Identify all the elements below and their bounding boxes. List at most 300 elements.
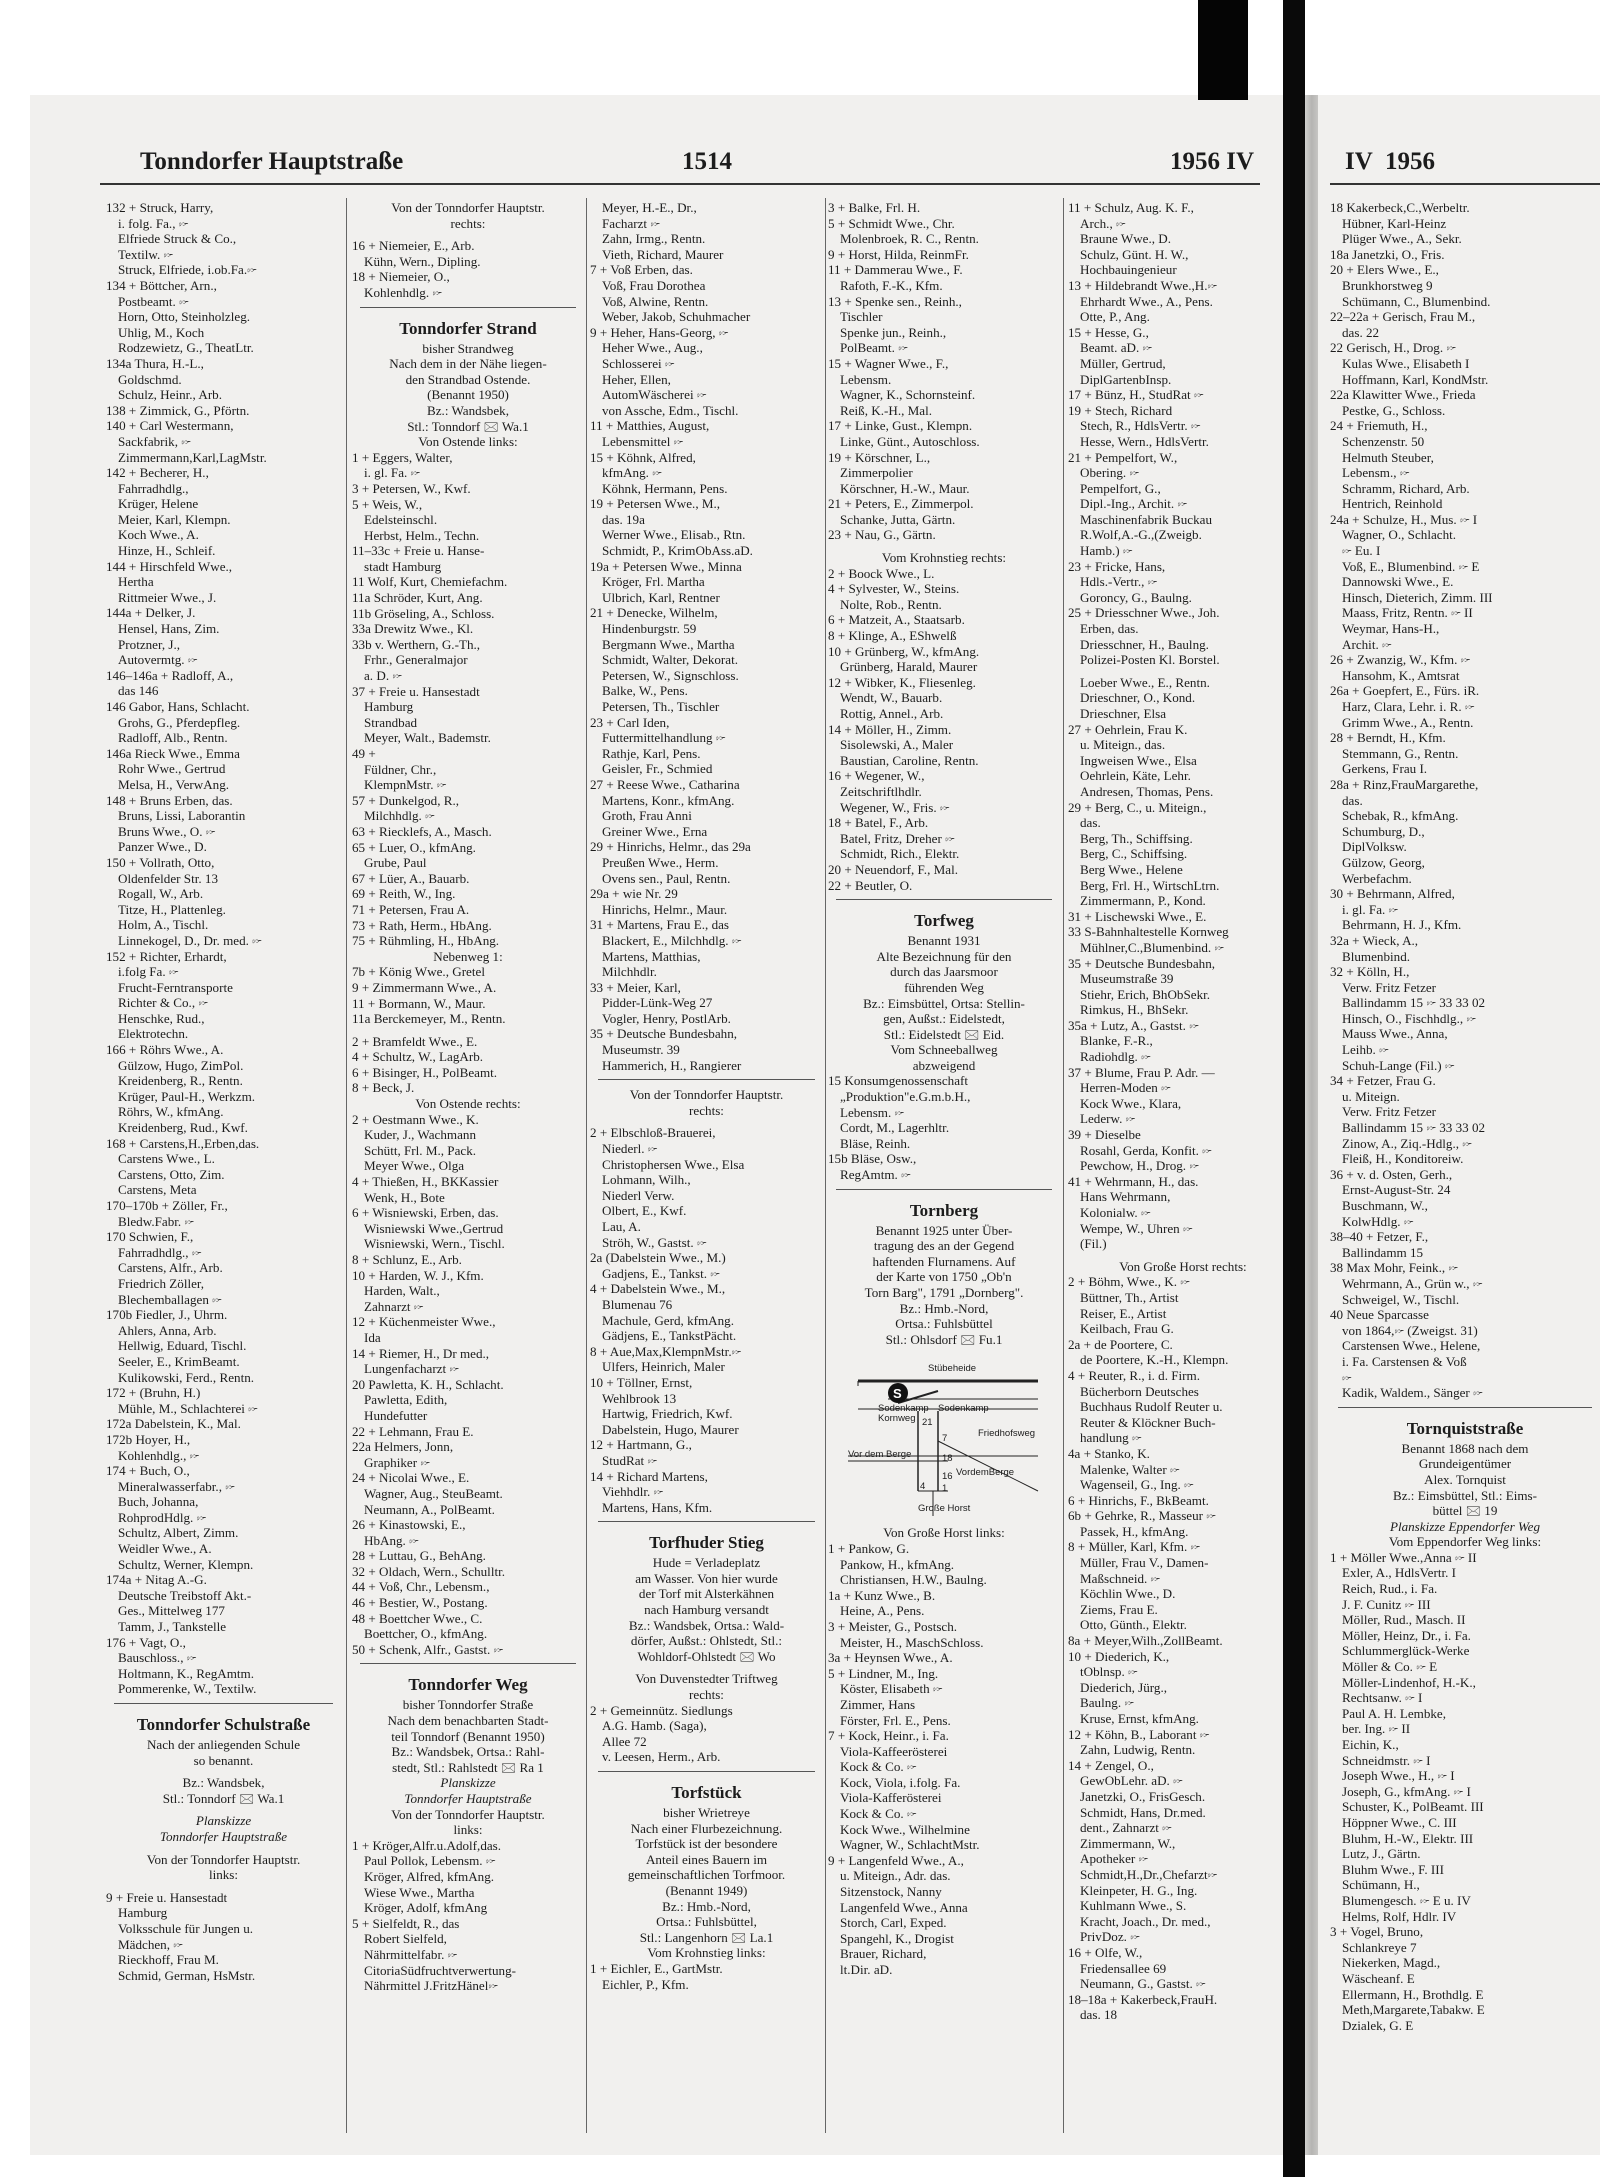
spacer	[828, 543, 1060, 550]
resident-line: Schütt, Frl. M., Pack.	[364, 1142, 477, 1158]
resident-line: Goroncy, G., Baulng.	[1080, 589, 1192, 605]
resident-line: Werner Wwe., Elisab., Rtn.	[602, 527, 746, 543]
resident-line: Batel, Fritz, Dreher 🖙	[840, 830, 955, 846]
house-number-line: 5 + Schmidt Wwe., Chr.	[828, 215, 955, 231]
resident-line: Kühn, Wern., Dipling.	[364, 253, 481, 269]
resident-line: Tamm, J., Tankstelle	[118, 1619, 227, 1635]
map-label: Stübeheide	[928, 1363, 977, 1375]
resident-line: Fahrradhdlg.,	[118, 480, 189, 496]
resident-line: Protzner, J.,	[118, 636, 181, 652]
map-label: 18	[942, 1453, 953, 1465]
resident-line: Passek, H., kfmAng.	[1080, 1523, 1189, 1539]
resident-line: Bergmann Wwe., Martha	[602, 636, 735, 652]
house-number-line: 2 + Oestmann Wwe., K.	[352, 1111, 479, 1127]
house-number-line: 29 + Berg, C., u. Miteign.,	[1068, 799, 1207, 815]
resident-line: Schuster, K., PolBeamt. III	[1342, 1799, 1484, 1815]
street-note: Ortsa.: Fuhlsbüttel,	[656, 1914, 757, 1930]
resident-line: Förster, Frl. E., Pens.	[840, 1712, 951, 1728]
resident-line: das 146	[118, 683, 159, 699]
resident-line: Bruns Wwe., O. 🖙	[118, 823, 216, 839]
resident-line: Neumann, A., PolBeamt.	[364, 1501, 495, 1517]
resident-line: Hamburg	[118, 1905, 168, 1921]
house-number-line: 10 + Diederich, K.,	[1068, 1648, 1170, 1664]
resident-line: Niekerken, Magd.,	[1342, 1955, 1441, 1971]
resident-line: Hinsch, Dieterich, Zimm. III	[1342, 589, 1493, 605]
resident-line: Wisniewski Wwe.,Gertrud	[364, 1220, 504, 1236]
house-number-line: 19 + Körschner, L.,	[828, 449, 931, 465]
resident-line: Kreidenberg, R., Rentn.	[118, 1073, 243, 1089]
resident-line: Vieth, Richard, Maurer	[602, 246, 724, 262]
street-heading: Tornquiststraße	[1406, 1418, 1524, 1438]
resident-line: Ballindamm 15 🖙 33 33 02	[1342, 995, 1486, 1011]
running-head-year-right: 1956	[1385, 148, 1435, 175]
street-note: Von der Tonndorfer Hauptstr.	[629, 1087, 784, 1103]
resident-line: Meister, H., MaschSchloss.	[840, 1634, 984, 1650]
resident-line: Möller, Rud., Masch. II	[1342, 1612, 1466, 1628]
resident-line: Kadik, Waldem., Sänger 🖙	[1342, 1385, 1483, 1401]
resident-line: Weymar, Hans-H.,	[1342, 621, 1440, 637]
house-number-line: 2 + Bramfeldt Wwe., E.	[352, 1033, 478, 1049]
resident-line: Goldschmd.	[118, 371, 182, 387]
house-number-line: 23 + Carl Iden,	[590, 714, 670, 730]
resident-line: Rogall, W., Arb.	[118, 886, 204, 902]
house-number-line: 48 + Boettcher Wwe., C.	[352, 1610, 483, 1626]
resident-line: Lebensm., 🖙	[1342, 465, 1410, 481]
house-number-line: 4 + Schultz, W., LagArb.	[352, 1049, 484, 1065]
street-note: Nebenweg 1:	[433, 948, 503, 964]
house-number-line: 21 + Pempelfort, W.,	[1068, 449, 1178, 465]
house-number-line: 170–170b + Zöller, Fr.,	[106, 1198, 228, 1213]
house-number-line: 23 + Fricke, Hans,	[1068, 558, 1166, 574]
resident-line: CitoriaSüdfruchtverwertung-	[364, 1962, 516, 1978]
resident-line: Blanke, F.-R.,	[1080, 1033, 1153, 1049]
street-note: Vom Krohnstieg links:	[647, 1945, 766, 1961]
section-divider	[598, 1771, 815, 1775]
resident-line: Reiser, E., Artist	[1080, 1305, 1167, 1321]
resident-line: Schweigel, W., Tischl.	[1342, 1291, 1460, 1307]
resident-line: Ida	[364, 1329, 381, 1345]
house-number-line: 28 + Luttau, G., BehAng.	[352, 1548, 486, 1564]
house-number-line: 142 + Becherer, H.,	[106, 465, 209, 481]
resident-line: Bluhm, H.-W., Elektr. III	[1342, 1830, 1474, 1846]
house-number-line: 4 + Sylvester, W., Steins.	[828, 581, 960, 597]
street-note: Von Große Horst links:	[883, 1525, 1005, 1541]
house-number-line: 18 + Batel, F., Arb.	[828, 815, 929, 831]
resident-line: Kulas Wwe., Elisabeth I	[1342, 355, 1470, 371]
resident-line: AutomWäscherei 🖙	[602, 387, 707, 403]
house-number-line: 11–33c + Freie u. Hanse-	[352, 543, 485, 559]
map-label: Vor dem Berge	[848, 1449, 912, 1461]
resident-line: Andresen, Thomas, Pens.	[1080, 783, 1214, 799]
resident-line: Carstens, Meta	[118, 1182, 197, 1198]
resident-line: Ellermann, H., Brothdlg. E	[1342, 1986, 1484, 2002]
resident-line: Malenke, Walter 🖙	[1080, 1461, 1180, 1477]
resident-line: Baulng. 🖙	[1080, 1695, 1134, 1711]
resident-line: Hamb.) 🖙	[1080, 543, 1133, 559]
resident-line: Hübner, Karl-Heinz	[1342, 215, 1447, 231]
resident-line: Holtmann, K., RegAmtm.	[118, 1665, 255, 1681]
resident-line: Höppner Wwe., C. III	[1342, 1814, 1457, 1830]
street-note: Stl.: Ohlsdorf 🖂 Fu.1	[885, 1331, 1003, 1347]
column-divider	[586, 198, 587, 2133]
street-note: führenden Weg	[904, 979, 984, 995]
resident-line: Möller & Co. 🖙 E	[1342, 1659, 1438, 1675]
house-number-line: 7 + Kock, Heinr., i. Fa.	[828, 1728, 949, 1744]
resident-line: Grohs, G., Pferdepfleg.	[118, 714, 241, 730]
resident-line: Kröger, Alfred, kfmAng.	[364, 1868, 495, 1884]
house-number-line: 6 + Matzeit, A., Staatsarb.	[828, 612, 965, 628]
house-number-line: 12 + Küchenmeister Wwe.,	[352, 1314, 496, 1330]
street-note: Benannt 1925 unter Über-	[875, 1222, 1013, 1238]
house-number-line: 57 + Dunkelgod, R.,	[352, 792, 460, 808]
house-number-line: 12 + Köhn, B., Laborant 🖙	[1068, 1726, 1210, 1742]
resident-line: „Produktion"e.G.m.b.H.,	[840, 1089, 971, 1105]
house-number-line: 2a (Dabelstein Wwe., M.)	[590, 1250, 726, 1266]
street-note: Alex. Tornquist	[1424, 1471, 1506, 1487]
street-note: Stl.: Langenhorn 🖂 La.1	[639, 1929, 774, 1945]
resident-line: Schmidt,H.,Dr.,Chefarzt🖙	[1080, 1866, 1218, 1882]
resident-line: Verw. Fritz Fetzer	[1342, 979, 1437, 995]
resident-line: Rohr Wwe., Gertrud	[118, 761, 226, 777]
resident-line: Reich, Rud., i. Fa.	[1342, 1581, 1438, 1597]
header-rule-left	[100, 183, 1260, 185]
resident-line: Schumburg, D.,	[1342, 823, 1425, 839]
resident-line: Wenk, H., Bote	[364, 1189, 445, 1205]
street-note: Stl.: Eidelstedt 🖂 Eid.	[883, 1026, 1005, 1042]
house-number-line: 19 + Stech, Richard	[1068, 402, 1173, 418]
resident-line: R.Wolf,A.-G.,(Zweigb.	[1080, 527, 1202, 543]
resident-line: Blackert, E., Milchhdlg. 🖙	[602, 932, 742, 948]
resident-line: Ziems, Frau E.	[1080, 1601, 1158, 1617]
resident-line: Eichin, K.,	[1342, 1737, 1399, 1752]
resident-line: Verw. Fritz Fetzer	[1342, 1104, 1437, 1120]
resident-line: Schanke, Jutta, Gärtn.	[840, 511, 956, 527]
resident-line: Fleiß, H., Konditoreiw.	[1342, 1151, 1464, 1167]
black-thumb-tab	[1198, 0, 1248, 100]
resident-line: Zimmerpolier	[840, 465, 913, 481]
resident-line: Körschner, H.-W., Maur.	[840, 480, 970, 496]
resident-line: de Poortere, K.-H., Klempn.	[1080, 1352, 1229, 1368]
resident-line: Drieschner, Elsa	[1080, 706, 1167, 721]
resident-line: Nährmittel J.FritzHänel🖙	[364, 1978, 498, 1994]
resident-line: Voß, Alwine, Rentn.	[602, 293, 709, 309]
resident-line: Pommerenke, W., Textilw.	[118, 1681, 257, 1697]
resident-line: Kracht, Joach., Dr. med.,	[1080, 1913, 1211, 1929]
map-label: Kornweg	[878, 1413, 916, 1425]
resident-line: Zeitschriftlhdlr.	[840, 783, 922, 799]
resident-line: Linke, Günt., Autoschloss.	[840, 433, 980, 449]
resident-line: Richter & Co., 🖙	[118, 995, 208, 1011]
house-number-line: 21 + Peters, E., Zimmerpol.	[828, 496, 974, 512]
house-number-line: 152 + Richter, Erhardt,	[106, 948, 227, 964]
resident-line: Bruns, Lissi, Laborantin	[118, 808, 246, 824]
house-number-line: 40 Neue Sparcasse	[1330, 1307, 1429, 1323]
street-note: haftenden Flurnamens. Auf	[872, 1253, 1016, 1269]
resident-line: Bücherborn Deutsches	[1080, 1383, 1199, 1399]
map-label: 16	[942, 1471, 953, 1483]
house-number-line: 5 + Weis, W.,	[352, 496, 423, 512]
resident-line: Kohlenhdlg. 🖙	[364, 284, 442, 300]
resident-line: Elektrotechn.	[118, 1026, 189, 1042]
resident-line: Blechemballagen 🖙	[118, 1291, 222, 1307]
resident-line: Ulfers, Heinrich, Maler	[602, 1359, 725, 1375]
resident-line: das. 22	[1342, 324, 1380, 340]
house-number-line: 166 + Röhrs Wwe., A.	[106, 1042, 224, 1058]
resident-line: Lutz, J., Gärtn.	[1342, 1846, 1421, 1862]
street-note: Stl.: Tonndorf 🖂 Wa.1	[407, 418, 529, 434]
street-note: teil Tonndorf (Benannt 1950)	[391, 1728, 545, 1744]
house-number-line: 4 + Dabelstein Wwe., M.,	[590, 1281, 726, 1297]
resident-line: u. Miteign., das.	[1080, 737, 1166, 753]
resident-line: Pempelfort, G.,	[1080, 480, 1161, 496]
resident-line: Wagner, W., SchlachtMstr.	[840, 1837, 980, 1853]
resident-line: Facharzt 🖙	[602, 215, 660, 231]
resident-line: Obering. 🖙	[1080, 465, 1140, 481]
resident-line: Diederich, Jürg.,	[1080, 1679, 1168, 1695]
resident-line: Geisler, Fr., Schmied	[602, 761, 713, 777]
resident-line: Sitzenstock, Nanny	[840, 1884, 942, 1900]
resident-line: Wagner, K., Schornsteinf.	[840, 387, 976, 403]
resident-line: Schulz, Günt. H. W.,	[1080, 246, 1189, 262]
resident-line: handlung 🖙	[1080, 1430, 1142, 1446]
resident-line: Ballindamm 15 🖙 33 33 02	[1342, 1120, 1486, 1136]
resident-line: Harden, Walt.,	[364, 1283, 440, 1299]
house-number-line: 172a Dabelstein, K., Mal.	[106, 1416, 241, 1432]
street-note: Vom Schneeballweg	[890, 1042, 998, 1058]
resident-line: Kock & Co. 🖙	[840, 1759, 917, 1775]
house-number-line: 9 + Zimmermann Wwe., A.	[352, 979, 497, 995]
street-note: Hude = Verladeplatz	[652, 1555, 761, 1571]
resident-line: Kleinpeter, H. G., Ing.	[1080, 1882, 1198, 1898]
resident-line: Kock, Viola, i.folg. Fa.	[840, 1774, 961, 1790]
house-number-line: 144a + Delker, J.	[106, 605, 196, 621]
street-heading: Torfhuder Stieg	[649, 1533, 764, 1553]
street-note: Bz.: Eimsbüttel, Ortsa: Stellin-	[863, 995, 1025, 1011]
resident-line: Rosahl, Gerda, Konfit. 🖙	[1080, 1142, 1212, 1158]
street-note: Bz.: Hmb.-Nord,	[899, 1300, 989, 1316]
house-number-line: 36 + v. d. Osten, Gerh.,	[1330, 1166, 1453, 1182]
resident-line: Reiß, K.-H., Mal.	[840, 402, 933, 418]
resident-line: Zahn, Irmg., Rentn.	[602, 231, 706, 247]
resident-line: Maßschneid. 🖙	[1080, 1570, 1161, 1586]
resident-line: von 1864,🖙 (Zweigst. 31)	[1342, 1322, 1478, 1338]
resident-line: Textilw. 🖙	[118, 246, 174, 262]
resident-line: Hinrichs, Helmr., Maur.	[602, 901, 728, 917]
resident-line: Bluhm Wwe., F. III	[1342, 1861, 1444, 1877]
directory-column-4	[828, 200, 1060, 1978]
house-number-line: 1 + Eggers, Walter,	[352, 449, 453, 465]
resident-line: Boettcher, O., kfmAng.	[364, 1626, 488, 1642]
house-number-line: 31 + Martens, Frau E., das	[590, 917, 730, 933]
house-number-line: 15 + Köhnk, Alfred,	[590, 449, 696, 465]
house-number-line: 170 Schwien, F.,	[106, 1229, 194, 1245]
house-number-line: 4a + Stanko, K.	[1068, 1445, 1150, 1461]
resident-line: Hinze, H., Schleif.	[118, 543, 216, 559]
resident-line: Heine, A., Pens.	[840, 1603, 925, 1619]
resident-line: das. 18	[1080, 2007, 1118, 2023]
resident-line: Martens, Matthias,	[602, 948, 701, 964]
resident-line: u. Miteign.	[1342, 1088, 1400, 1104]
resident-line: Lau, A.	[602, 1219, 641, 1234]
street-note: Bz.: Wandsbek, Ortsa.: Rahl-	[391, 1744, 545, 1760]
column-divider	[825, 198, 826, 2133]
resident-line: Hochbauingenieur	[1080, 262, 1177, 278]
resident-line: RohprodHdlg. 🖙	[118, 1509, 207, 1525]
street-note: rechts:	[689, 1102, 724, 1118]
resident-line: Lebensmittel 🖙	[602, 433, 684, 449]
resident-line: tOblnsp. 🖙	[1080, 1664, 1138, 1680]
resident-line: Werbefachm.	[1342, 870, 1412, 886]
house-number-line: 27 + Reese Wwe., Catharina	[590, 776, 740, 792]
house-number-line: 33 + Meier, Karl,	[590, 979, 681, 995]
house-number-line: 3 + Balke, Frl. H.	[828, 200, 921, 215]
street-note: Bz.: Wandsbek,	[427, 402, 509, 418]
street-note: dörfer, Außst.: Ohlstedt, Stl.:	[630, 1633, 783, 1649]
resident-line: Schramm, Richard, Arb.	[1342, 480, 1470, 496]
resident-line: das. 19a	[602, 511, 645, 527]
map-label: Friedhofsweg	[978, 1428, 1036, 1440]
resident-line: Rodzewietz, G., TheatLtr.	[118, 340, 254, 356]
resident-line: i. gl. Fa. 🖙	[364, 465, 421, 481]
directory-column-2	[352, 200, 584, 1994]
house-number-line: 5 + Lindner, M., Ing.	[828, 1665, 939, 1681]
house-number-line: 11 + Schulz, Aug. K. F.,	[1068, 200, 1194, 215]
house-number-line: 132 + Struck, Harry,	[106, 200, 214, 215]
resident-line: Kulikowski, Ferd., Rentn.	[118, 1369, 255, 1385]
resident-line: Rechtsanw. 🖙 I	[1342, 1690, 1423, 1706]
house-number-line: 1 + Pankow, G.	[828, 1540, 910, 1556]
resident-line: Bauschloss., 🖙	[118, 1650, 197, 1666]
resident-line: Hertha	[118, 574, 154, 590]
house-number-line: 14 + Richard Martens,	[590, 1468, 708, 1484]
resident-line: Zimmermann, P., Kond.	[1080, 893, 1206, 909]
house-number-line: 6 + Hinrichs, F., BkBeamt.	[1068, 1492, 1209, 1508]
running-head-year-left: 1956 IV	[1170, 148, 1255, 175]
street-note: Benannt 1931	[907, 933, 981, 949]
house-number-line: 148 + Bruns Erben, das.	[106, 792, 233, 808]
resident-line: Joseph Wwe., H., 🖙 I	[1342, 1768, 1455, 1784]
resident-line: Christophersen Wwe., Elsa	[602, 1156, 745, 1172]
spacer	[590, 1118, 823, 1125]
street-note: Von Ostende rechts:	[415, 1096, 521, 1112]
street-note: Ortsa.: Fuhlsbüttel	[895, 1316, 993, 1332]
street-note: Torn Barg", 1791 „Dornberg".	[864, 1285, 1024, 1300]
resident-line: Grimm Wwe., A., Rentn.	[1342, 714, 1474, 730]
house-number-line: 7b + König Wwe., Gretel	[352, 964, 485, 980]
resident-line: Spangehl, K., Drogist	[840, 1930, 954, 1946]
resident-line: Ahlers, Anna, Arb.	[118, 1322, 217, 1338]
running-head-street: Tonndorfer Hauptstraße	[140, 148, 404, 175]
resident-line: Volksschule für Jungen u.	[118, 1920, 254, 1936]
house-number-line: 1 + Eichler, E., GartMstr.	[590, 1960, 723, 1976]
resident-line: Reuter & Klöckner Buch-	[1080, 1414, 1216, 1430]
house-number-line: 1 + Kröger,Alfr.u.Adolf,das.	[352, 1837, 502, 1853]
resident-line: Lederw. 🖙	[1080, 1111, 1136, 1127]
resident-line: Maass, Fritz, Rentn. 🖙 II	[1342, 605, 1473, 621]
house-number-line: 44 + Voß, Chr., Lebensm.,	[352, 1579, 490, 1595]
resident-line: Viola-Kaffeerösterei	[840, 1743, 948, 1759]
resident-line: (Fil.)	[1080, 1236, 1107, 1252]
house-number-line: 174 + Buch, O.,	[106, 1463, 190, 1479]
resident-line: Heher, Ellen,	[602, 371, 671, 387]
resident-line: Hundefutter	[364, 1407, 428, 1423]
resident-line: i.folg Fa. 🖙	[118, 964, 179, 980]
spacer	[106, 1806, 341, 1813]
house-number-line: 1a + Kunz Wwe., B.	[828, 1587, 936, 1603]
street-note: so benannt.	[193, 1752, 254, 1768]
resident-line: Bläse, Reinh.	[840, 1135, 911, 1151]
street-note: Bz.: Hmb.-Nord,	[662, 1898, 751, 1914]
resident-line: Kuhlmann Wwe., S.	[1080, 1898, 1187, 1914]
resident-line: Kuder, J., Wachmann	[364, 1127, 476, 1143]
house-number-line: 8 + Klinge, A., EShwelß	[828, 628, 957, 644]
map-label: 21	[922, 1417, 933, 1429]
street-note: Von Duvenstedter Triftweg	[635, 1671, 778, 1687]
street-note: rechts:	[689, 1687, 724, 1703]
resident-line: Zahn, Ludwig, Rentn.	[1080, 1742, 1196, 1758]
resident-line: Büttner, Th., Artist	[1080, 1289, 1179, 1305]
resident-line: Herren-Moden 🖙	[1080, 1080, 1171, 1096]
resident-line: Nährmittelfabr. 🖙	[364, 1946, 458, 1962]
street-note: bisher Strandweg	[422, 340, 514, 356]
street-note: gen, Außst.: Eidelstedt,	[883, 1011, 1005, 1027]
street-note: Von Ostende links:	[418, 434, 518, 450]
resident-line: Molenbroek, R. C., Rentn.	[840, 231, 979, 247]
resident-line: DiplGartenbInsp.	[1080, 371, 1172, 387]
street-note: gemeinschaftlichen Torfmoor.	[627, 1867, 786, 1883]
street-note: Bz.: Wandsbek,	[182, 1775, 265, 1791]
house-number-line: 9 + Freie u. Hansestadt	[106, 1889, 228, 1905]
house-number-line: 9 + Heher, Hans-Georg, 🖙	[590, 324, 729, 340]
section-divider	[836, 1189, 1052, 1193]
street-note: Vom Krohnstieg rechts:	[881, 550, 1007, 566]
resident-line: Sisolewski, A., Maler	[840, 737, 954, 753]
resident-line: Schlankreye 7	[1342, 1939, 1417, 1955]
house-number-line: 20 + Neuendorf, F., Mal.	[828, 861, 958, 877]
resident-line: Wegener, W., Fris. 🖙	[840, 799, 950, 815]
spacer	[1068, 668, 1298, 675]
resident-line: Rafoth, F.-K., Kfm.	[840, 277, 943, 293]
house-number-line: 35a + Lutz, A., Gastst. 🖙	[1068, 1017, 1199, 1033]
house-number-line: 18 Kakerbeck,C.,Werbeltr.	[1330, 200, 1470, 215]
resident-line: Leihb. 🖙	[1342, 1042, 1389, 1058]
street-note: Von der Tonndorfer Hauptstr.	[146, 1851, 301, 1867]
street-note: stedt, Stl.: Rahlstedt 🖂 Ra 1	[392, 1759, 544, 1775]
street-note: der Torf mit Alsterkähnen	[638, 1586, 775, 1602]
resident-line: Pewchow, H., Drog. 🖙	[1080, 1158, 1199, 1174]
plan-sketch-reference: Tonndorfer Hauptstraße	[159, 1828, 288, 1844]
resident-line: KolwHdlg. 🖙	[1342, 1213, 1414, 1229]
resident-line: Seeler, E., KrimBeamt.	[118, 1353, 240, 1369]
resident-line: Kröger, Frl. Martha	[602, 574, 705, 590]
house-number-line: 50 + Schenk, Alfr., Gastst. 🖙	[352, 1641, 504, 1657]
tornberg-street-sketch-map	[838, 1351, 1053, 1521]
resident-line: Weber, Jakob, Schuhmacher	[602, 309, 751, 325]
house-number-line: 33b v. Werthern, G.-Th.,	[352, 636, 481, 652]
house-number-line: 14 + Zengel, O.,	[1068, 1757, 1154, 1773]
page-number: 1514	[682, 148, 732, 175]
resident-line: Braune Wwe., D.	[1080, 231, 1172, 247]
house-number-line: 38 Max Mohr, Feink., 🖙	[1330, 1260, 1459, 1276]
house-number-line: 3a + Heynsen Wwe., A.	[828, 1650, 953, 1666]
resident-line: Nolte, Rob., Rentn.	[840, 596, 942, 612]
resident-line: Füldner, Chr.,	[364, 761, 437, 777]
house-number-line: 65 + Luer, O., kfmAng.	[352, 839, 476, 855]
section-divider	[360, 1663, 576, 1667]
house-number-line: 16 + Olfe, W.,	[1068, 1944, 1143, 1960]
resident-line: HbAng. 🖙	[364, 1532, 419, 1548]
map-label: Sodenkamp	[878, 1403, 929, 1415]
